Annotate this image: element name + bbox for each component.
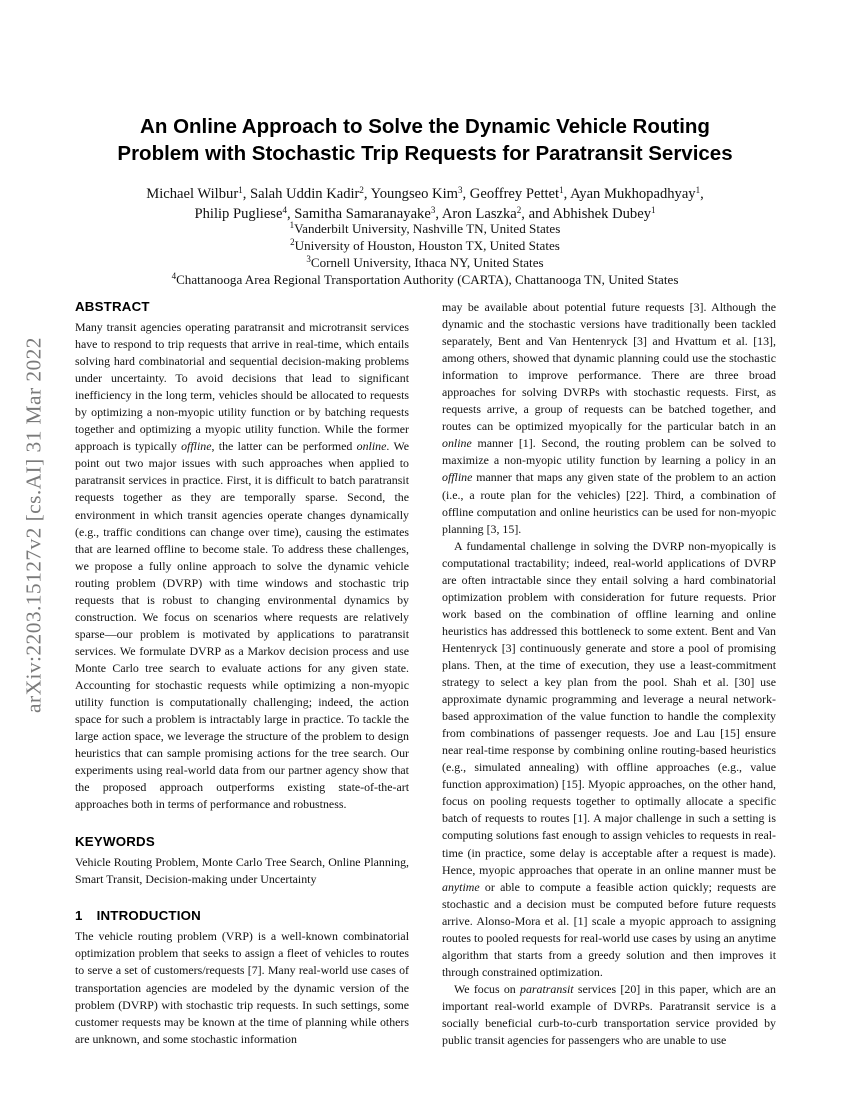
author-name: , and Abhishek Dubey: [521, 206, 652, 222]
author-name: , Samitha Samaranayake: [286, 206, 431, 222]
abstract-text: , the latter can be performed: [211, 439, 357, 454]
author-affil-marker: 3: [430, 205, 436, 215]
affiliation-number: 4: [171, 271, 177, 281]
author-affil-marker: 4: [282, 205, 287, 215]
author-name: , Aron Laszka: [435, 206, 517, 222]
author-name: Philip Pugliese: [194, 206, 283, 222]
body-text: manner [1]. Second, the routing problem can be solved to maximize a non-myopic utility function by learning a policy in an: [442, 436, 776, 468]
affiliation-text: Cornell University, Ithaca NY, United States: [310, 255, 544, 270]
section-title: INTRODUCTION: [96, 908, 201, 924]
author-separator: ,: [700, 186, 704, 202]
keywords-heading: KEYWORDS: [75, 834, 155, 850]
abstract-emphasis: offline: [181, 439, 212, 454]
author-affil-marker: 1: [651, 205, 656, 215]
author-list: [60, 184, 790, 224]
body-text: We focus on: [454, 981, 521, 996]
paper-title: [60, 113, 790, 167]
affiliation: [60, 254, 790, 271]
keywords-text: Vehicle Routing Problem, Monte Carlo Tree Search, Online Planning, Smart Transit, Decision-making under Uncertainty: [75, 855, 409, 887]
body-paragraph: [442, 538, 776, 981]
author-name: Michael Wilbur: [146, 186, 239, 202]
abstract-heading: ABSTRACT: [75, 299, 150, 314]
author-affil-marker: 1: [559, 185, 564, 195]
abstract-text: Many transit agencies operating paratransit and microtransit services have to respond to trip requests that arrive in real-time, which entails solving hard combinatorial and sequential decision-making problems under uncertainty. To avoid decisions that lead to significant inefficiency in the long term, vehicles should be allocated to requests by optimizing a non-myopic utility function or by batching requests together and optimizing a myopic utility function. While the former approach is typically: [75, 320, 409, 454]
author-affil-marker: 1: [238, 185, 243, 195]
affiliation-list: [60, 220, 790, 288]
affiliation: [60, 271, 790, 288]
affiliation-text: University of Houston, Houston TX, United States: [294, 238, 560, 253]
author-affil-marker: 2: [516, 205, 522, 215]
author-name: , Ayan Mukhopadhyay: [563, 186, 696, 202]
right-column: [442, 299, 776, 1049]
section-number: 1: [75, 908, 83, 924]
body-paragraph: [442, 981, 776, 1049]
abstract-text: . We point out two major issues with such approaches when applied to paratransit services in practice. First, it is difficult to batch paratransit requests together as they are temporally sparse. Second, the environment in which transit agencies operate changes dynamically (e.g., traffic conditions can change over time), causing the estimates that are learned offline to become stale. To address these challenges, we propose a fully online approach to solve the dynamic vehicle routing problem (DVRP) with time windows and stochastic trip requests that is robust to changing environmental dynamics by construction. We focus on scenarios where requests are relatively sparse—our problem is motivated by applications to paratransit services. We formulate DVRP as a Markov decision process and use Monte Carlo tree search to evaluate actions for any given state. Accounting for stochastic requests while optimizing a non-myopic utility function is computationally challenging; indeed, the action space for such a problem is intractably large in practice. To tackle the large action space, we leverage the structure of the problem to design heuristics that can sample promising actions for the tree search. Our experiments using real-world data from our partner agency show that the proposed approach outperforms existing state-of-the-art approaches both in terms of performance and robustness.: [75, 439, 409, 812]
body-text: A fundamental challenge in solving the DVRP non-myopically is computational tractability; indeed, real-world applications of DVRP are often intractable since they entail solving a hard combinatorial optimization problem with consideration for future requests. Prior work based on the combination of offline learning and online heuristics has addressed this bottleneck to some extent. Bent and Van Hentenryck [3] continuously generate and store a pool of promising plans. Then, at the time of execution, they use a least-commitment strategy to select a key plan from the pool. Shah et al. [30] use approximate dynamic programming and leverage a neural network-based approximation of the value function to handle the complexity from combinations of passenger requests. Joe and Lau [15] ensure near real-time response by combining online routing-based heuristics (e.g., simulated annealing) with offline approaches (e.g., value function approximation) [15]. Myopic approaches, on the other hand, focus on pooling requests together to optimally allocate a specific batch of requests to routes [1]. A major challenge in such a setting is computing solutions fast enough to assign vehicles to requests in real-time (in practice, some delay is acceptable after a request is made). Hence, myopic approaches that operate in an online manner must be: [442, 538, 776, 877]
author-affil-marker: 2: [359, 185, 364, 195]
affiliation-number: 1: [289, 220, 295, 230]
body-emphasis: offline: [442, 470, 473, 485]
body-paragraph: [442, 299, 776, 538]
author-name: , Salah Uddin Kadir: [242, 186, 360, 202]
body-text: services [20] in this paper, which are an important real-world example of DVRPs. Paratransit service is a socially beneficial curb-to-curb transportation service provided by public transit agencies for passengers who are unable to use: [442, 981, 776, 1048]
body-emphasis: paratransit: [520, 981, 574, 996]
author-affil-marker: 1: [695, 185, 701, 195]
author-name: , Youngseo Kim: [363, 186, 458, 202]
arxiv-identifier: arXiv:2203.15127v2 [cs.AI] 31 Mar 2022: [21, 337, 46, 713]
body-emphasis: anytime: [442, 879, 480, 894]
abstract-paragraph: [75, 319, 409, 813]
body-text: manner that maps any given state of the problem to an action (i.e., a route plan for the vehicles) [22]. Third, a combination of offline computation and online heuristics can be used for non-myopic planning [3, 15].: [442, 470, 776, 536]
affiliation-text: Vanderbilt University, Nashville TN, United States: [294, 221, 561, 236]
title-line-1: An Online Approach to Solve the Dynamic Vehicle Routing: [140, 115, 710, 138]
author-line-1: [60, 184, 790, 204]
affiliation: [60, 237, 790, 254]
body-text: may be available about potential future requests [3]. Although the dynamic and the stochastic versions have traditionally been tackled separately, Bent and Van Hentenryck [3] and Hvattum et al. [13], among others, showed that dynamic planning could use the stochastic information to improve performance. There are three broad approaches for solving DVRPs with stochastic requests. First, as requests arrive, a group of requests can be batched together, and routes can be optimized myopically for the particular batch in an: [442, 300, 776, 434]
left-column: [75, 299, 409, 1048]
introduction-heading: [75, 908, 409, 924]
arxiv-sidebar: [14, 290, 54, 760]
author-affil-marker: 3: [458, 185, 463, 195]
body-text: or able to compute a feasible action quickly; requests are stochastic and a decision must be computed before future requests arrive. Alonso-Mora et al. [1] scale a myopic approach to assigning routes to pooled requests for real-world use cases by using an anytime algorithm that starts from a greedy solution and then improves it through constrained optimization.: [442, 879, 776, 979]
body-emphasis: online: [442, 436, 472, 451]
affiliation-number: 2: [290, 237, 295, 247]
author-name: , Geoffrey Pettet: [462, 186, 560, 202]
title-line-2: Problem with Stochastic Trip Requests for Paratransit Services: [117, 142, 733, 165]
introduction-paragraph: The vehicle routing problem (VRP) is a well-known combinatorial optimization problem that seeks to assign a fleet of vehicles to routes to serve a set of customers/requests [7]. Many real-world use cases of transportation agencies are modeled by the dynamic version of the problem (DVRP) with stochastic trip requests. In such settings, some customer requests may be known at the time of planning while others are unknown, and some stochastic information: [75, 929, 409, 1046]
affiliation-number: 3: [306, 254, 311, 264]
affiliation-text: Chattanooga Area Regional Transportation Authority (CARTA), Chattanooga TN, United States: [176, 272, 679, 287]
affiliation: [60, 220, 790, 237]
abstract-emphasis: online: [356, 439, 387, 454]
